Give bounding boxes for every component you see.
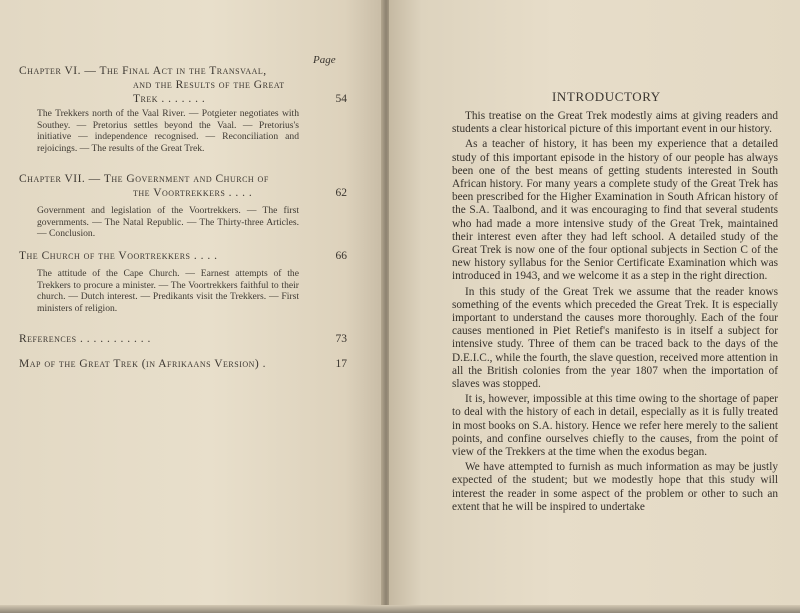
toc-title-line: The Church of the Voortrekkers . . . . xyxy=(19,250,218,262)
toc-title-line: References . . . . . . . . . . . xyxy=(19,333,151,345)
toc-page-number: 62 xyxy=(335,187,347,199)
toc-entry-church xyxy=(19,249,347,263)
toc-entry-references xyxy=(19,332,347,346)
toc-entry-map xyxy=(19,357,347,371)
intro-paragraph: As a teacher of history, it has been my experience that a detailed study of this important episode in the history of our people has always been one of the best means of getting students interested in South African history. For many years a complete study of the Great Trek has been prescribed for the Higher Examination in South African history of the S.A. Taalbond, and it was encouraging to find that several students who had made a more intensive study of the Great Trek, maintained their interest even after they had left school. A detailed study of the Great Trek is now one of the four optional subjects in Section C of the new history syllabus for the Senior Certificate Examination which was introduced in 1943, and we welcome it as a step in the right direction. xyxy=(452,138,778,283)
intro-paragraph: We have attempted to furnish as much information as may be justly expected of the student; but we modestly hope that this study will interest the reader in some aspect of the problem or other to such an extent that he will be inspired to undertake xyxy=(452,461,778,513)
toc-title-line: the Voortrekkers . . . . xyxy=(133,187,253,199)
left-page xyxy=(0,0,383,613)
toc-title-line: Map of the Great Trek (in Afrikaans Version) . xyxy=(19,358,266,370)
toc-title-line: Chapter VI. — The Final Act in the Transvaal, xyxy=(19,65,267,77)
toc-title-line: Trek . . . . . . . xyxy=(133,93,206,105)
toc-page-number: 54 xyxy=(335,93,347,105)
toc-summary: The Trekkers north of the Vaal River. — Potgieter negotiates with Southey. — Pretorius settles beyond the Vaal. — Pretorius's initiative — independence recognised. — Reconciliation and rejoicings. — The results of the Great Trek. xyxy=(37,108,299,154)
intro-paragraph: It is, however, impossible at this time owing to the shortage of paper to deal with the history of each in detail, especially as it is fully treated in most books on S.A. history. Hence we refer here merely to the salient points, and confine ourselves chiefly to the causes, from the point of view of the Trekkers at the time when the exodus began. xyxy=(452,393,778,459)
toc-page-number: 73 xyxy=(335,333,347,345)
toc-entry-chapter-vi xyxy=(19,64,347,106)
intro-paragraph: In this study of the Great Trek we assume that the reader knows something of the events which preceded the Great Trek. It is especially important to understand the causes more thoroughly. Each of the four causes mentioned in Piet Retief's manifesto is in itself a subject for intensive study. Three of them can be traced back to the days of the D.E.I.C., while the fourth, the slave question, received more attention in all the British colonies from the year 1807 when the importation of slaves was stopped. xyxy=(452,285,778,391)
toc-page-number: 66 xyxy=(335,250,347,262)
page-column-label: Page xyxy=(313,54,336,66)
intro-body xyxy=(452,110,778,516)
toc-entry-chapter-vii xyxy=(19,172,347,200)
toc-page-number: 17 xyxy=(335,358,347,370)
toc-title-line: and the Results of the Great xyxy=(133,79,285,91)
toc-summary: Government and legislation of the Voortrekkers. — The first governments. — The Natal Republic. — The Thirty-three Articles. — Conclusion. xyxy=(37,205,299,239)
intro-paragraph: This treatise on the Great Trek modestly aims at giving readers and students a clear historical picture of this important event in our history. xyxy=(452,110,778,136)
intro-title: INTRODUCTORY xyxy=(552,89,661,104)
toc-summary: The attitude of the Cape Church. — Earnest attempts of the Trekkers to procure a minister. — The Voortrekkers faithful to their church. — Dutch interest. — Predikants visit the Trekkers. — First ministers of religion. xyxy=(37,268,299,314)
page-bottom-edge xyxy=(0,605,800,613)
toc-title-line: Chapter VII. — The Government and Church of xyxy=(19,173,269,185)
